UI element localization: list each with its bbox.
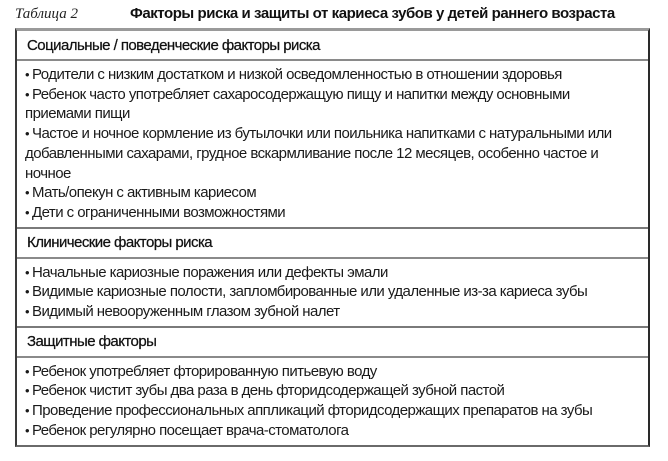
section-header-social-behavioral: Социальные / поведенческие факторы риска [17,31,648,61]
bullet-list [25,65,638,223]
section-body-protective [17,358,648,445]
list-item [25,381,638,401]
bullet-icon: • [25,67,30,82]
bullet-icon: • [25,363,30,379]
bullet-icon: • [25,422,30,438]
list-item [25,263,638,283]
bullet-icon: • [25,284,30,300]
risk-factors-table [15,28,650,447]
section-header-protective: Защитные факторы [17,328,648,358]
list-item-text: Ребенок регулярно посещает врача-стоматолога [32,421,349,439]
list-item-text: Ребенок употребляет фторированную питьевую воду [32,362,377,380]
list-item-text: Ребенок чистит зубы два раза в день фторидсодержащей зубной пастой [32,382,505,400]
bullet-icon: • [25,403,30,419]
list-item-text: Видимый невооруженным глазом зубной налет [32,303,340,321]
list-item-text: Мать/опекун с активным кариесом [32,184,257,202]
section-body-social-behavioral [17,61,648,229]
bullet-icon: • [25,86,30,102]
list-item-text: Видимые кариозные полости, запломбированные или удаленные из-за кариеса зубы [32,283,588,301]
list-item-text: Частое и ночное кормление из бутылочки или поильника напитками с натуральными или добавленными сахарами, грудное вскармливание после 12 месяцев, особенно частое и ночное [25,125,612,182]
bullet-icon: • [25,126,30,142]
list-item [25,421,638,441]
list-item [25,302,638,322]
bullet-list [25,362,638,441]
list-item [25,124,638,183]
list-item [25,65,638,85]
list-item-text: Дети с ограниченными возможностями [32,203,286,221]
bullet-icon: • [25,264,30,280]
table-caption [15,4,655,26]
table-number-label: Таблица 2 [15,6,78,22]
list-item-text: Начальные кариозные поражения или дефекты эмали [32,263,388,281]
bullet-icon: • [25,304,30,320]
list-item [25,85,638,124]
list-item [25,362,638,382]
section-body-clinical [17,259,648,328]
table-title: Факторы риска и защиты от кариеса зубов у детей раннего возраста [130,5,615,22]
bullet-icon: • [25,204,30,220]
list-item-text: Ребенок часто употребляет сахаросодержащую пищу и напитки между основными приемами пищи [25,85,570,123]
list-item [25,282,638,302]
section-header-clinical: Клинические факторы риска [17,229,648,259]
list-item [25,183,638,203]
bullet-icon: • [25,185,30,201]
list-item-text: Родители с низким достатком и низкой осведомленностью в отношении здоровья [32,66,562,83]
list-item [25,401,638,421]
bullet-icon: • [25,383,30,399]
list-item-text: Проведение профессиональных аппликаций фторидсодержащих препаратов на зубы [32,402,593,420]
bullet-list [25,263,638,322]
list-item [25,203,638,223]
